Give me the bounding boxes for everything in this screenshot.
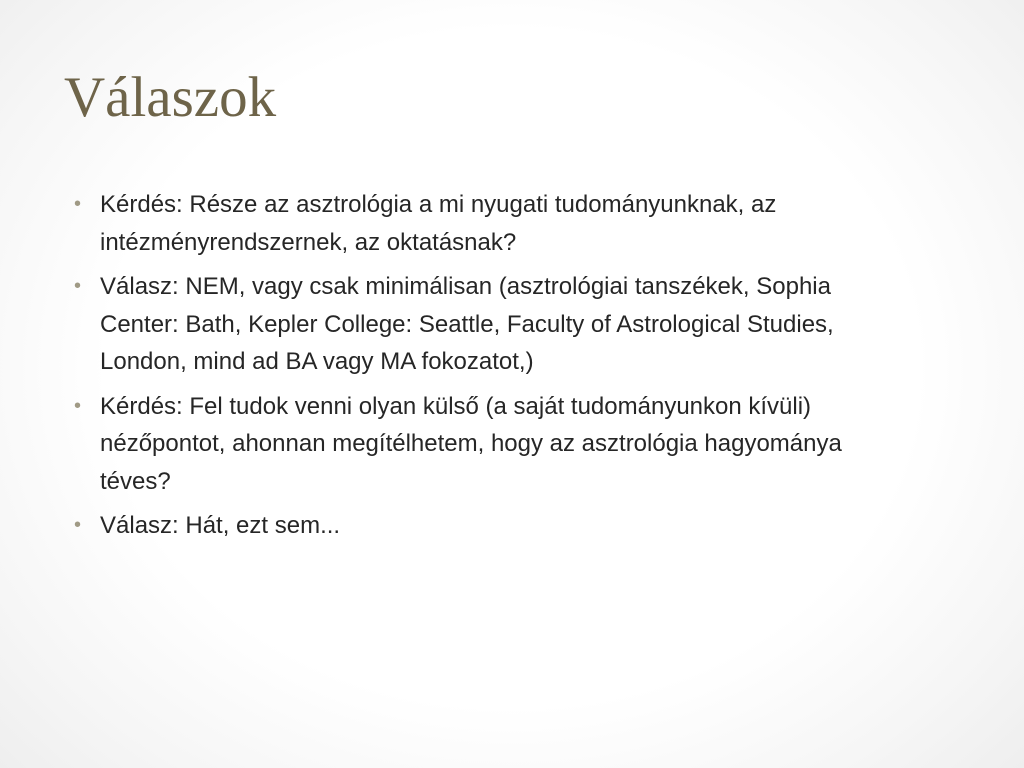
bullet-icon: •	[74, 514, 82, 536]
bullet-item	[72, 507, 912, 545]
bullet-icon: •	[74, 193, 82, 215]
bullet-item	[72, 268, 912, 381]
bullet-icon: •	[74, 275, 82, 297]
bullet-text: Válasz: Hát, ezt sem...	[100, 512, 341, 539]
bullet-icon: •	[74, 394, 82, 417]
bullet-text: Kérdés: Része az asztrológia a mi nyugati tudományunknak, az intézményrendszernek, az oktatásnak?	[100, 191, 777, 256]
bullet-list	[72, 186, 912, 552]
bullet-text: Válasz: NEM, vagy csak minimálisan (asztrológiai tanszékek, Sophia Center: Bath, Kepler College: Seattle, Faculty of Astrological Studies, London, mind ad BA vagy MA fokozatot,)	[100, 273, 834, 375]
bullet-text: Kérdés: Fel tudok venni olyan külső (a saját tudományunkon kívüli) nézőpontot, ahonnan megítélhetem, hogy az asztrológia hagyománya téves?	[100, 392, 842, 495]
slide-title: Válaszok	[64, 66, 277, 129]
bullet-item	[72, 388, 912, 501]
bullet-item	[72, 186, 912, 261]
